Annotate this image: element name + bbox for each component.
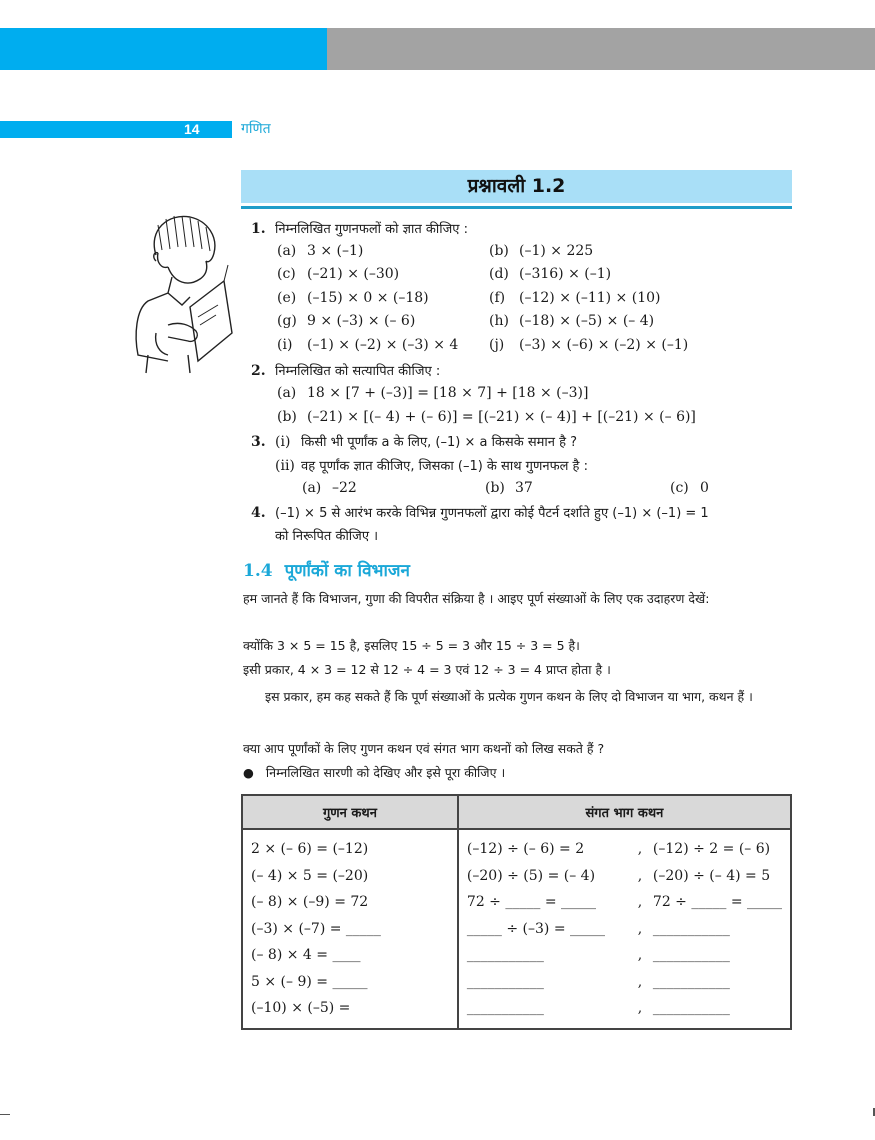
section-heading: 1.4 पूर्णांकों का विभाजन bbox=[243, 561, 410, 581]
exercise-title-rule bbox=[241, 206, 792, 209]
q2-item-a: (a) 18 × [7 + (–3)] = [18 × 7] + [18 × (–3)] bbox=[277, 385, 589, 401]
mult-row: (–10) × (–5) = bbox=[251, 1000, 351, 1016]
mult-row: 2 × (– 6) = (–12) bbox=[251, 841, 369, 857]
q2-item-b: (b) (–21) × [(– 4) + (– 6)] = [(–21) × (– 4)] + [(–21) × (– 6)] bbox=[277, 409, 696, 425]
q3-option-b: (b) 37 bbox=[485, 480, 533, 496]
division-row: (–12) ÷ (– 6) = 2 , (–12) ÷ 2 = (– 6) bbox=[466, 841, 771, 857]
subject-label: गणित bbox=[241, 121, 271, 137]
bullet-icon: ● bbox=[243, 765, 254, 780]
q1-item-f: (f) (–12) × (–11) × (10) bbox=[489, 290, 661, 306]
question-4-line2: को निरूपित कीजिए । bbox=[275, 529, 379, 544]
top-banner-blue bbox=[0, 28, 327, 70]
q1-item-e: (e) (–15) × 0 × (–18) bbox=[277, 290, 429, 306]
q3-option-a: (a) –22 bbox=[302, 480, 357, 496]
mult-row: (–3) × (–7) = _____ bbox=[251, 920, 381, 937]
division-row: 72 ÷ _____ = _____ , 72 ÷ _____ = _____ bbox=[466, 894, 782, 910]
division-row: (–20) ÷ (5) = (– 4) , (–20) ÷ (– 4) = 5 bbox=[466, 867, 771, 884]
q1-item-d: (d) (–316) × (–1) bbox=[489, 266, 612, 282]
q1-item-a: (a) 3 × (–1) bbox=[277, 243, 364, 259]
page-number: 14 bbox=[184, 121, 200, 137]
mult-row: 5 × (– 9) = _____ bbox=[251, 973, 368, 990]
division-row: ___________ , ___________ bbox=[466, 1000, 730, 1016]
question-3-part-ii: (ii) वह पूर्णांक ज्ञात कीजिए, जिसका (–1) के साथ गुणनफल है : bbox=[275, 458, 588, 474]
question-2: 2. निम्नलिखित को सत्यापित कीजिए : bbox=[251, 363, 441, 379]
mult-column bbox=[242, 829, 458, 1029]
crop-mark-left bbox=[0, 1114, 10, 1115]
division-column bbox=[458, 829, 791, 1029]
paragraph-question: क्या आप पूर्णांकों के लिए गुणन कथन एवं संगत भाग कथनों को लिख सकते हैं ? bbox=[243, 741, 605, 756]
exercise-title: प्रश्नावली 1.2 bbox=[241, 170, 792, 203]
mult-row: (– 4) × 5 = (–20) bbox=[251, 867, 369, 884]
bullet-instruction: ● निम्नलिखित सारणी को देखिए और इसे पूरा कीजिए । bbox=[243, 765, 506, 780]
mult-row: (– 8) × 4 = ____ bbox=[251, 947, 361, 963]
header-multiplication: गुणन कथन bbox=[242, 795, 458, 829]
paragraph-example: क्योंकि 3 × 5 = 15 है, इसलिए 15 ÷ 5 = 3 और 15 ÷ 3 = 5 है। bbox=[243, 638, 580, 653]
q1-item-g: (g) 9 × (–3) × (– 6) bbox=[277, 313, 416, 329]
q1-item-c: (c) (–21) × (–30) bbox=[277, 266, 400, 282]
question-4: 4. (–1) × 5 से आरंभ करके विभिन्न गुणनफलों द्वारा कोई पैटर्न दर्शाते हुए (–1) × (–1) = 1 bbox=[251, 505, 709, 521]
mult-row: (– 8) × (–9) = 72 bbox=[251, 894, 369, 910]
division-row: _____ ÷ (–3) = _____ , ___________ bbox=[466, 920, 730, 937]
q1-item-b: (b) (–1) × 225 bbox=[489, 243, 594, 259]
q1-item-j: (j) (–3) × (–6) × (–2) × (–1) bbox=[489, 337, 689, 353]
q1-item-i: (i) (–1) × (–2) × (–3) × 4 bbox=[277, 337, 459, 353]
paragraph-conclusion: इस प्रकार, हम कह सकते हैं कि पूर्ण संख्याओं के प्रत्येक गुणन कथन के लिए दो विभाजन या भाग, कथन हैं । bbox=[265, 689, 753, 704]
question-3-part-i: 3. (i) किसी भी पूर्णांक a के लिए, (–1) × a किसके समान है ? bbox=[251, 434, 578, 450]
division-row: ___________ , ___________ bbox=[466, 947, 730, 963]
division-row: ___________ , ___________ bbox=[466, 973, 730, 990]
boy-reading-book-icon bbox=[128, 205, 240, 375]
q3-option-c: (c) 0 bbox=[670, 480, 709, 496]
paragraph-intro: हम जानते हैं कि विभाजन, गुणा की विपरीत संक्रिया है । आइए पूर्ण संख्याओं के लिए एक उदाहरण देखें: bbox=[243, 591, 710, 606]
q1-item-h: (h) (–18) × (–5) × (– 4) bbox=[489, 313, 655, 329]
top-banner-gray bbox=[327, 28, 875, 70]
header-division: संगत भाग कथन bbox=[458, 795, 791, 829]
question-1: 1. निम्नलिखित गुणनफलों को ज्ञात कीजिए : bbox=[251, 221, 468, 237]
multiplication-division-table bbox=[241, 794, 792, 1030]
paragraph-similarly: इसी प्रकार, 4 × 3 = 12 से 12 ÷ 4 = 3 एवं 12 ÷ 3 = 4 प्राप्त होता है । bbox=[243, 662, 611, 677]
